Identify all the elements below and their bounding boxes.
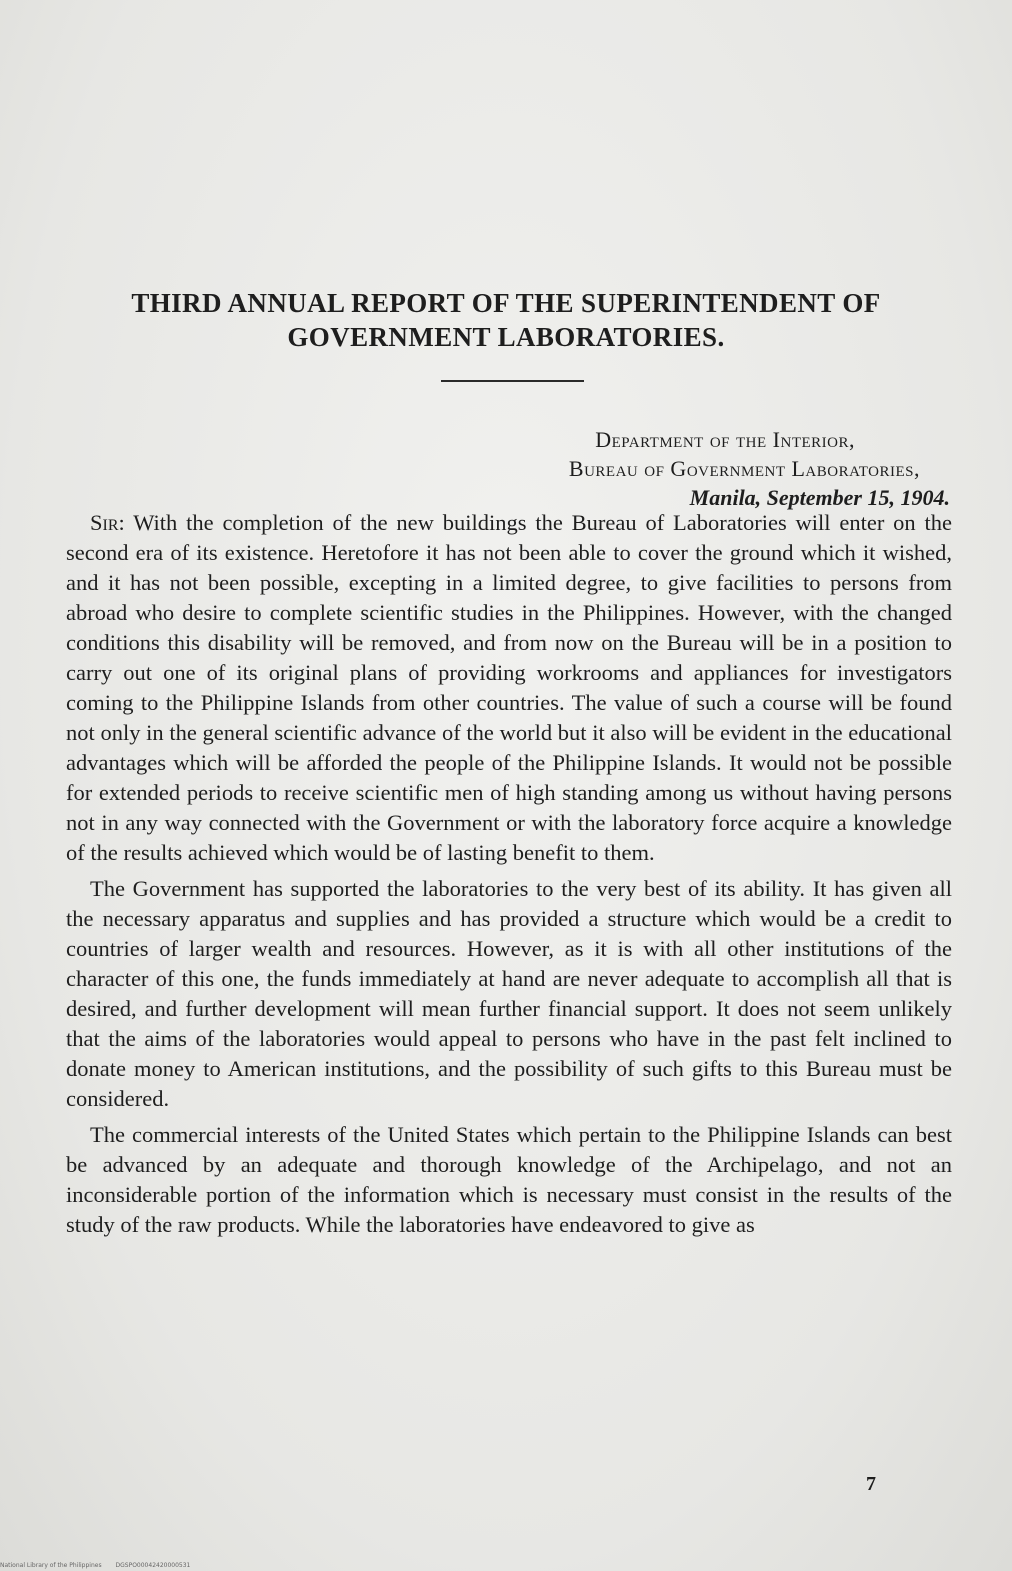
footer-library: National Library of the Philippines [0,1562,102,1569]
address-place-date: Manila, September 15, 1904. [689,485,950,510]
paragraph-3: The commercial interests of the United States which pertain to the Philippine Islands can best be advanced by an adequate and thorough knowledge of the Archipelago, and not an inconsiderable portion of the information which is necessary must consist in the results of the study of the raw products. While the laboratories have endeavored to give as [66,1122,952,1237]
footer-id: DGSPO00042420000531 [115,1562,191,1569]
letter-address [569,425,950,512]
address-department: Department of the Interior, [595,427,855,452]
page-number: 7 [866,1473,876,1495]
address-bureau: Bureau of Government Laboratories, [568,456,920,481]
report-title: THIRD ANNUAL REPORT OF THE SUPERINTENDENT OF GOVERNMENT LABORATORIES. [131,288,881,352]
scan-footer [0,1562,202,1569]
title-divider [441,380,584,382]
letter-body [66,508,952,1246]
paragraph-2: The Government has supported the laboratories to the very best of its ability. It has given all the necessary apparatus and supplies and has provided a structure which would be a credit to countries of larger wealth and resources. However, as it is with all other institutions of the character of this one, the funds immediately at hand are never adequate to accomplish all that is desired, and further development will mean further financial support. It does not seem unlikely that the aims of the laboratories would appeal to persons who have in the past felt inclined to donate money to American institutions, and the possibility of such gifts to this Bureau must be considered. [66,876,952,1111]
salutation: Sir: [90,510,125,535]
paragraph-1-text: With the completion of the new buildings the Bureau of Laboratories will enter on the second era of its existence. Heretofore it has not been able to cover the ground which it wished, and it has not been possible, excepting in a limited degree, to give facilities to persons from abroad who desire to complete scientific studies in the Philippines. However, with the changed conditions this disability will be removed, and from now on the Bureau will be in a position to carry out one of its original plans of providing workrooms and appliances for investigators coming to the Philippine Islands from other countries. The value of such a course will be found not only in the general scientific advance of the world but it also will be evident in the educational advantages which will be afforded the people of the Philippine Islands. It would not be possible for extended periods to receive scientific men of high standing among us without having persons not in any way connected with the Government or with the laboratory force acquire a knowledge of the results achieved which would be of lasting benefit to them. [66,510,953,865]
paragraph-1 [66,508,952,868]
